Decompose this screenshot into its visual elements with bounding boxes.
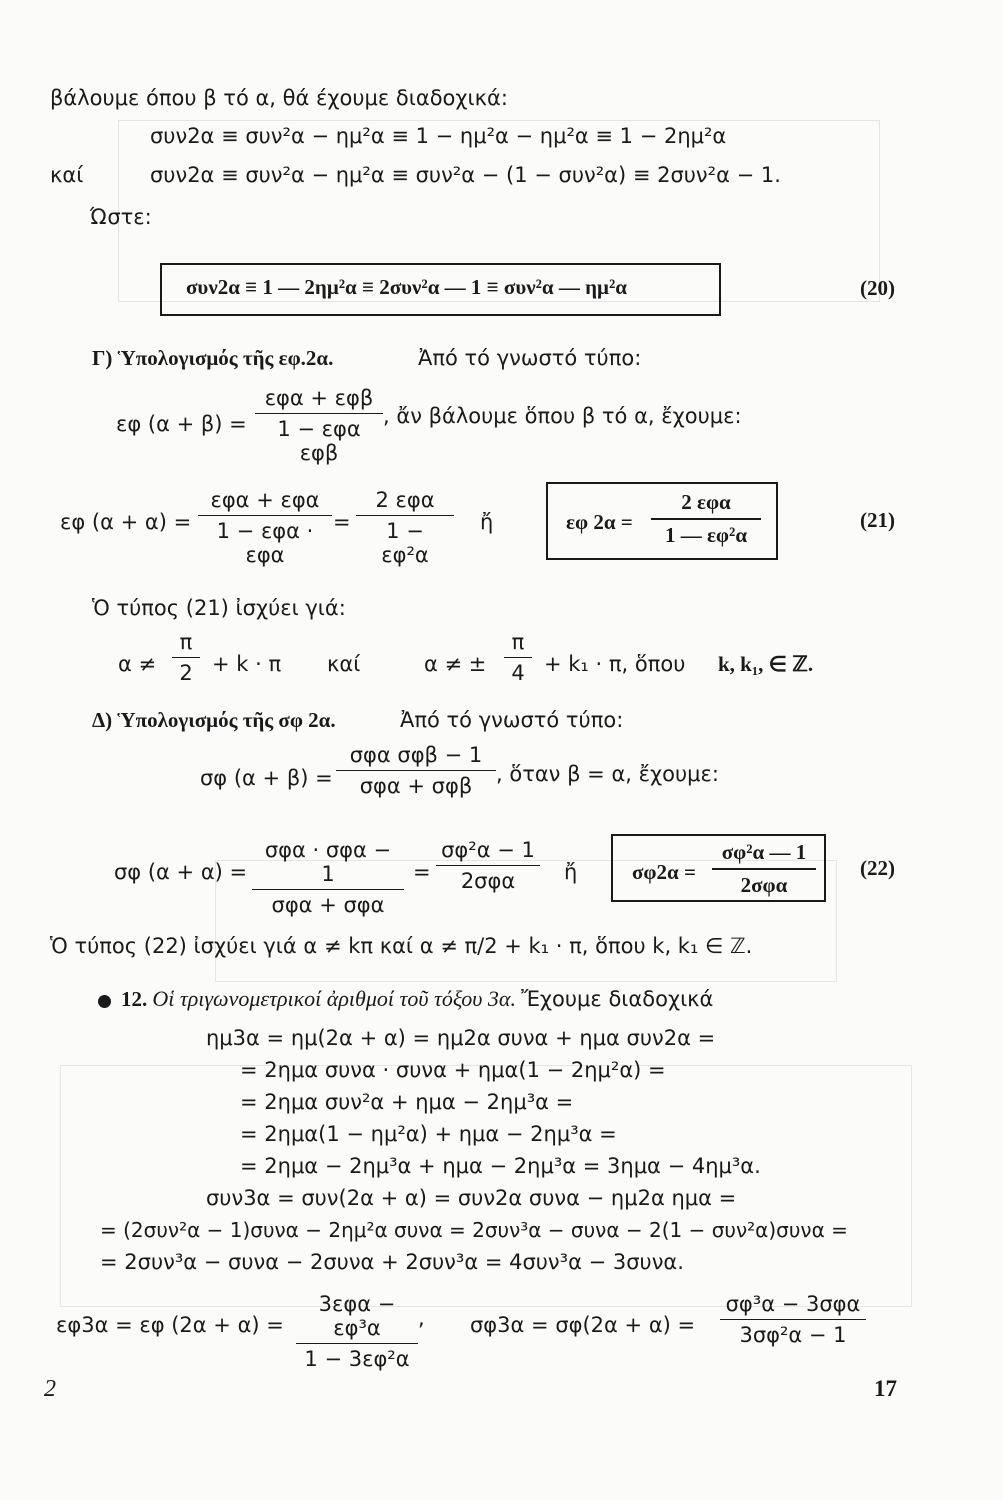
- section-12-number: 12.: [121, 987, 148, 1011]
- tan2-denominator-2: 1 − εφ²α: [356, 515, 454, 567]
- tan3-lhs: εφ3α = εφ (2α + α) =: [56, 1313, 284, 1337]
- sin3-line-1: = 2ημα συνα · συνα + ημα(1 − 2ημ²α) =: [240, 1058, 666, 1082]
- boxed-formula-20: συν2α ≡ 1 — 2ημ²α ≡ 2συν²α — 1 ≡ συν²α — ημ²α: [186, 275, 627, 299]
- cos-identity-line-1: συν2α ≡ συν²α − ημ²α ≡ 1 − ημ²α − ημ²α ≡ 1 − 2ημ²α: [150, 124, 727, 148]
- sin3-line-3: = 2ημα(1 − ημ²α) + ημα − 2ημ³α =: [240, 1122, 617, 1146]
- equals-sign: =: [333, 510, 351, 534]
- tan-sum-lhs: εφ (α + β) =: [116, 412, 247, 436]
- cot-sum-numerator: σφα σφβ − 1: [349, 743, 483, 767]
- or-word: ἤ: [480, 510, 494, 534]
- equation-number-22: (22): [860, 856, 895, 880]
- tan2-numerator-2: 2 εφα: [375, 488, 435, 512]
- section-12-heading: [98, 986, 713, 1012]
- cot-sum-denominator: σφα + σφβ: [336, 770, 496, 798]
- condition-c: α ≠ ±: [424, 652, 487, 676]
- condition-e: k, k₁, ∈ ℤ.: [718, 652, 814, 676]
- tan2-lhs: εφ (α + α) =: [60, 510, 192, 534]
- pi-over-4-fraction: [504, 630, 532, 685]
- tan-sum-denominator: 1 − εφα εφβ: [255, 413, 383, 465]
- section-12-title: Οἱ τριγωνομετρικοί ἀριθμοί τοῦ τόξου 3α.: [152, 986, 516, 1011]
- kai-word: καί: [50, 163, 84, 187]
- pi-numerator: π: [179, 630, 193, 654]
- section-gamma-text: Ἀπό τό γνωστό τύπο:: [418, 346, 642, 370]
- condition-d: + k₁ · π, ὅπου: [544, 652, 686, 676]
- box22-numerator: σφ²α — 1: [721, 840, 807, 864]
- box22-fraction: [712, 840, 816, 898]
- tan2-fraction-2: [356, 488, 454, 567]
- sin3-line-0: ημ3α = ημ(2α + α) = ημ2α συνα + ημα συν2α =: [206, 1026, 716, 1050]
- validity-21-text: Ὁ τύπος (21) ἰσχύει γιά:: [92, 596, 346, 620]
- condition-b: + k · π: [212, 652, 282, 676]
- cot2-denominator-1: σφα + σφα: [252, 889, 404, 917]
- comma: ,: [418, 1306, 425, 1330]
- pi-over-2-fraction: [172, 630, 200, 685]
- cot2-fraction-1: [252, 838, 404, 917]
- pi-numerator: π: [511, 630, 525, 654]
- cot3-denominator: 3σφ²α − 1: [720, 1319, 866, 1347]
- cos-identity-line-2: συν2α ≡ συν²α − ημ²α ≡ συν²α − (1 − συν²α) ≡ 2συν²α − 1.: [150, 163, 781, 187]
- hoste-word: Ώστε:: [90, 205, 152, 229]
- section-12-text: Ἔχουμε διαδοχικά: [521, 987, 714, 1011]
- kai-word-2: καί: [327, 652, 361, 676]
- cot2-numerator-2: σφ²α − 1: [441, 838, 535, 862]
- box21-denominator: 1 — εφ²α: [651, 518, 761, 548]
- validity-22-text: Ὁ τύπος (22) ἰσχύει γιά α ≠ kπ καί α ≠ π/2 + k₁ · π, ὅπου k, k₁ ∈ ℤ.: [50, 934, 753, 958]
- tan2-numerator-1: εφα + εφα: [210, 488, 320, 512]
- box21-numerator: 2 εφα: [681, 490, 731, 514]
- tan2-fraction-1: [198, 488, 332, 567]
- tan3-fraction: [296, 1292, 418, 1371]
- cot-sum-rest: , ὅταν β = α, ἔχουμε:: [496, 762, 719, 786]
- box21-fraction: [651, 490, 761, 548]
- intro-text: βάλουμε όπου β τό α, θά έχουμε διαδοχικά:: [50, 86, 508, 110]
- equation-number-21: (21): [860, 508, 895, 532]
- tan3-denominator: 1 − 3εφ²α: [296, 1343, 418, 1371]
- box22-denominator: 2σφα: [712, 868, 816, 898]
- section-delta-text: Ἀπό τό γνωστό τύπο:: [400, 708, 624, 732]
- cos3-line-2: = 2συν³α − συνα − 2συνα + 2συν³α = 4συν³α − 3συνα.: [100, 1250, 684, 1274]
- cot2-denominator-2: 2σφα: [436, 865, 540, 893]
- signature-mark: 2: [44, 1376, 56, 1402]
- sin3-line-2: = 2ημα συν²α + ημα − 2ημ³α =: [240, 1090, 574, 1114]
- or-word-2: ἤ: [564, 860, 578, 884]
- page-number: 17: [874, 1376, 897, 1401]
- section-delta-heading: Δ) Ὑπολογισμός τῆς σφ 2α.: [92, 708, 336, 732]
- cot-sum-fraction: [336, 743, 496, 798]
- bullet-icon: [98, 995, 111, 1008]
- tan-sum-numerator: εφα + εφβ: [264, 386, 374, 410]
- box21-lhs: εφ 2α =: [566, 510, 633, 534]
- sin3-line-4: = 2ημα − 2ημ³α + ημα − 2ημ³α = 3ημα − 4ημ³α.: [240, 1154, 761, 1178]
- cot-sum-lhs: σφ (α + β) =: [200, 766, 333, 790]
- section-gamma-heading: Γ) Ὑπολογισμός τῆς εφ.2α.: [92, 346, 334, 370]
- tan2-denominator-1: 1 − εφα · εφα: [198, 515, 332, 567]
- tan-sum-fraction: [255, 386, 383, 465]
- cot3-lhs: σφ3α = σφ(2α + α) =: [470, 1313, 696, 1337]
- equals-sign-2: =: [413, 860, 431, 884]
- two-denominator: 2: [172, 657, 200, 685]
- cot2-lhs: σφ (α + α) =: [114, 860, 248, 884]
- tan-sum-rest: , ἄν βάλουμε ὅπου β τό α, ἔχουμε:: [383, 404, 742, 428]
- tan3-numerator: 3εφα − εφ³α: [318, 1292, 396, 1340]
- cos3-line-1: = (2συν²α − 1)συνα − 2ημ²α συνα = 2συν³α − συνα − 2(1 − συν²α)συνα =: [100, 1218, 848, 1242]
- cot3-numerator: σφ³α − 3σφα: [725, 1292, 861, 1316]
- cos3-line-0: συν3α = συν(2α + α) = συν2α συνα − ημ2α ημα =: [206, 1186, 737, 1210]
- condition-a: α ≠: [118, 652, 157, 676]
- cot3-fraction: [720, 1292, 866, 1347]
- equation-number-20: (20): [860, 276, 895, 300]
- four-denominator: 4: [504, 657, 532, 685]
- cot2-fraction-2: [436, 838, 540, 893]
- cot2-numerator-1: σφα · σφα − 1: [264, 838, 392, 886]
- box22-lhs: σφ2α =: [632, 860, 696, 884]
